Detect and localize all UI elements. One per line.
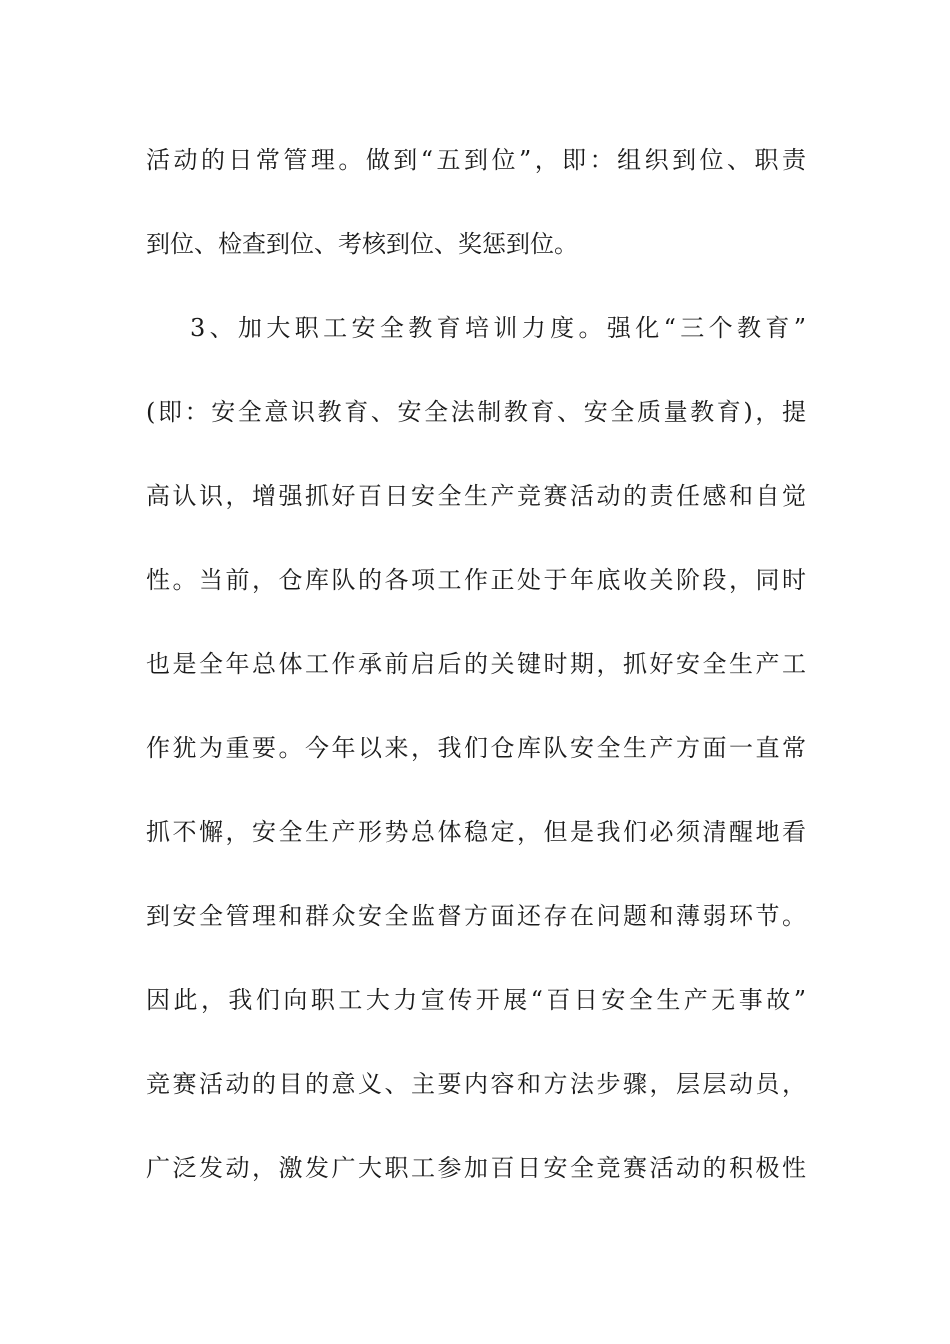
text-line-7: 也是全年总体工作承前启后的关键时期，抓好安全生产工 bbox=[146, 650, 806, 678]
text-line-13: 广泛发动，激发广大职工参加百日安全竞赛活动的积极性 bbox=[146, 1154, 806, 1182]
text-line-9: 抓不懈，安全生产形势总体稳定，但是我们必须清醒地看 bbox=[146, 818, 806, 846]
text-line-6: 性。当前，仓库队的各项工作正处于年底收关阶段，同时 bbox=[146, 566, 806, 594]
text-line-8: 作犹为重要。今年以来，我们仓库队安全生产方面一直常 bbox=[146, 734, 806, 762]
text-line-5: 高认识，增强抓好百日安全生产竞赛活动的责任感和自觉 bbox=[146, 482, 806, 510]
text-line-10: 到安全管理和群众安全监督方面还存在问题和薄弱环节。 bbox=[146, 902, 806, 930]
paragraph-3-first-line: 3、加大职工安全教育培训力度。强化“三个教育” bbox=[190, 314, 806, 342]
text-line-11: 因此，我们向职工大力宣传开展“百日安全生产无事故” bbox=[146, 986, 806, 1014]
text-line-12: 竞赛活动的目的意义、主要内容和方法步骤，层层动员， bbox=[146, 1070, 806, 1098]
text-line-1: 活动的日常管理。做到“五到位”，即：组织到位、职责 bbox=[146, 146, 806, 174]
text-line-4: (即：安全意识教育、安全法制教育、安全质量教育)，提 bbox=[146, 398, 806, 426]
text-line-2: 到位、检查到位、考核到位、奖惩到位。 bbox=[146, 230, 578, 258]
